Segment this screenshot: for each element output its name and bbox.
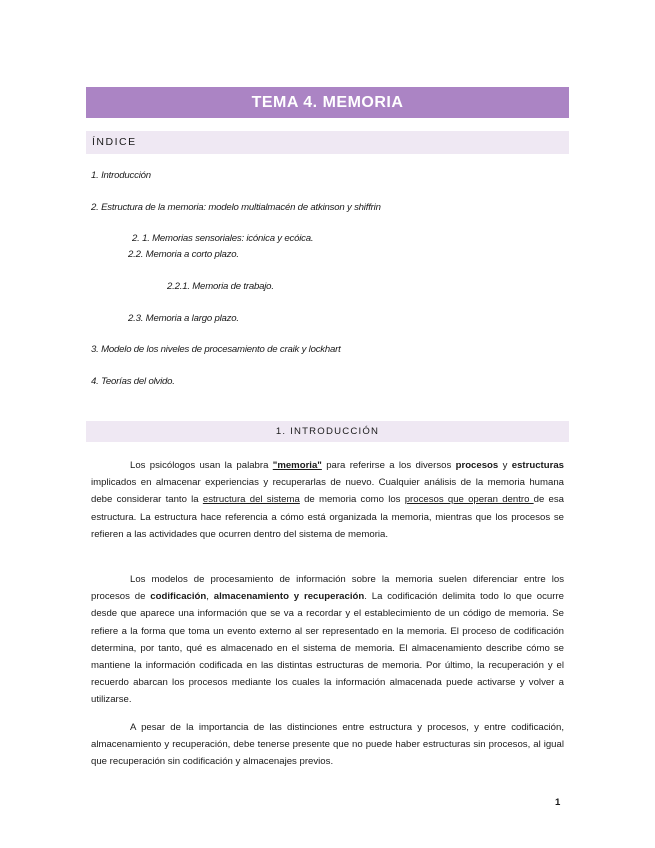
p3-text: A pesar de la importancia de las distinciones entre estructura y procesos, y entre codificación, almacenamiento y recuperación, debe tenerse presente que no puede haber estructuras sin procesos, al igual que recuperación sin codificación y almacenajes previos. [91, 722, 564, 768]
toc-item[interactable]: 2.3. Memoria a largo plazo. [128, 313, 239, 324]
toc-item[interactable]: 2. Estructura de la memoria: modelo multialmacén de atkinson y shiffrin [91, 202, 381, 213]
toc-item[interactable]: 2.2. Memoria a corto plazo. [128, 249, 239, 260]
keyword-estructuras: estructuras [511, 460, 565, 471]
toc-item[interactable]: 2.2.1. Memoria de trabajo. [167, 281, 274, 292]
page-number: 1 [555, 797, 561, 808]
p1-text: para referirse a los diversos [321, 460, 456, 471]
paragraph-2 [91, 571, 564, 709]
p1-text: y [498, 460, 512, 471]
p1-text: de esa estructura. La estructura hace referencia a cómo está organizada la memoria, mientras que los procesos se refieren a las actividades que ocurren dentro del sistema de memoria. [91, 494, 565, 540]
p1-text: de memoria como los [299, 494, 405, 506]
p1-text: implicados en almacenar experiencias y recuperarlas de nuevo. Cualquier análisis de la memoria humana debe considerar tanto la [91, 477, 564, 506]
underlined-estructura: estructura del sistema [202, 494, 300, 506]
toc-item[interactable]: 4. Teorías del olvido. [91, 376, 175, 387]
paragraph-1 [91, 457, 564, 543]
keyword-almacenamiento: almacenamiento y recuperación [213, 591, 365, 603]
p2-text: , [206, 591, 214, 603]
index-heading: ÍNDICE [86, 131, 569, 154]
p2-text: Los modelos de procesamiento de información sobre la memoria suelen diferenciar entre los procesos de [91, 574, 564, 603]
keyword-procesos: procesos [455, 460, 499, 471]
keyword-memoria: "memoria" [272, 460, 322, 471]
keyword-codificacion: codificación [150, 591, 207, 603]
toc-item[interactable]: 2. 1. Memorias sensoriales: icónica y ecóica. [132, 233, 314, 244]
p1-text: Los psicólogos usan la palabra [130, 460, 273, 471]
toc-item[interactable]: 1. Introducción [91, 170, 151, 181]
toc-item[interactable]: 3. Modelo de los niveles de procesamiento de craik y lockhart [91, 344, 341, 355]
document-title: TEMA 4. MEMORIA [86, 87, 569, 118]
p2-text: . La codificación delimita todo lo que ocurre desde que aparece una información que se va a recordar y el establecimiento de un código de memoria. Se refiere a la forma que toma un evento externo al ser representado en la memoria. El proceso de codificación determina, por tanto, qué es almacenado en el sistema de memoria. El almacenamiento describe cómo se mantiene la información codificada en las distintas estructuras de memoria. Por último, la recuperación y el recuerdo abarcan los procesos mediante los cuales la información almacenada puede activarse y volver a utilizarse. [91, 591, 564, 706]
paragraph-3 [91, 719, 564, 771]
section-heading: 1. INTRODUCCIÓN [86, 421, 569, 442]
underlined-procesos: procesos que operan dentro [404, 494, 534, 506]
